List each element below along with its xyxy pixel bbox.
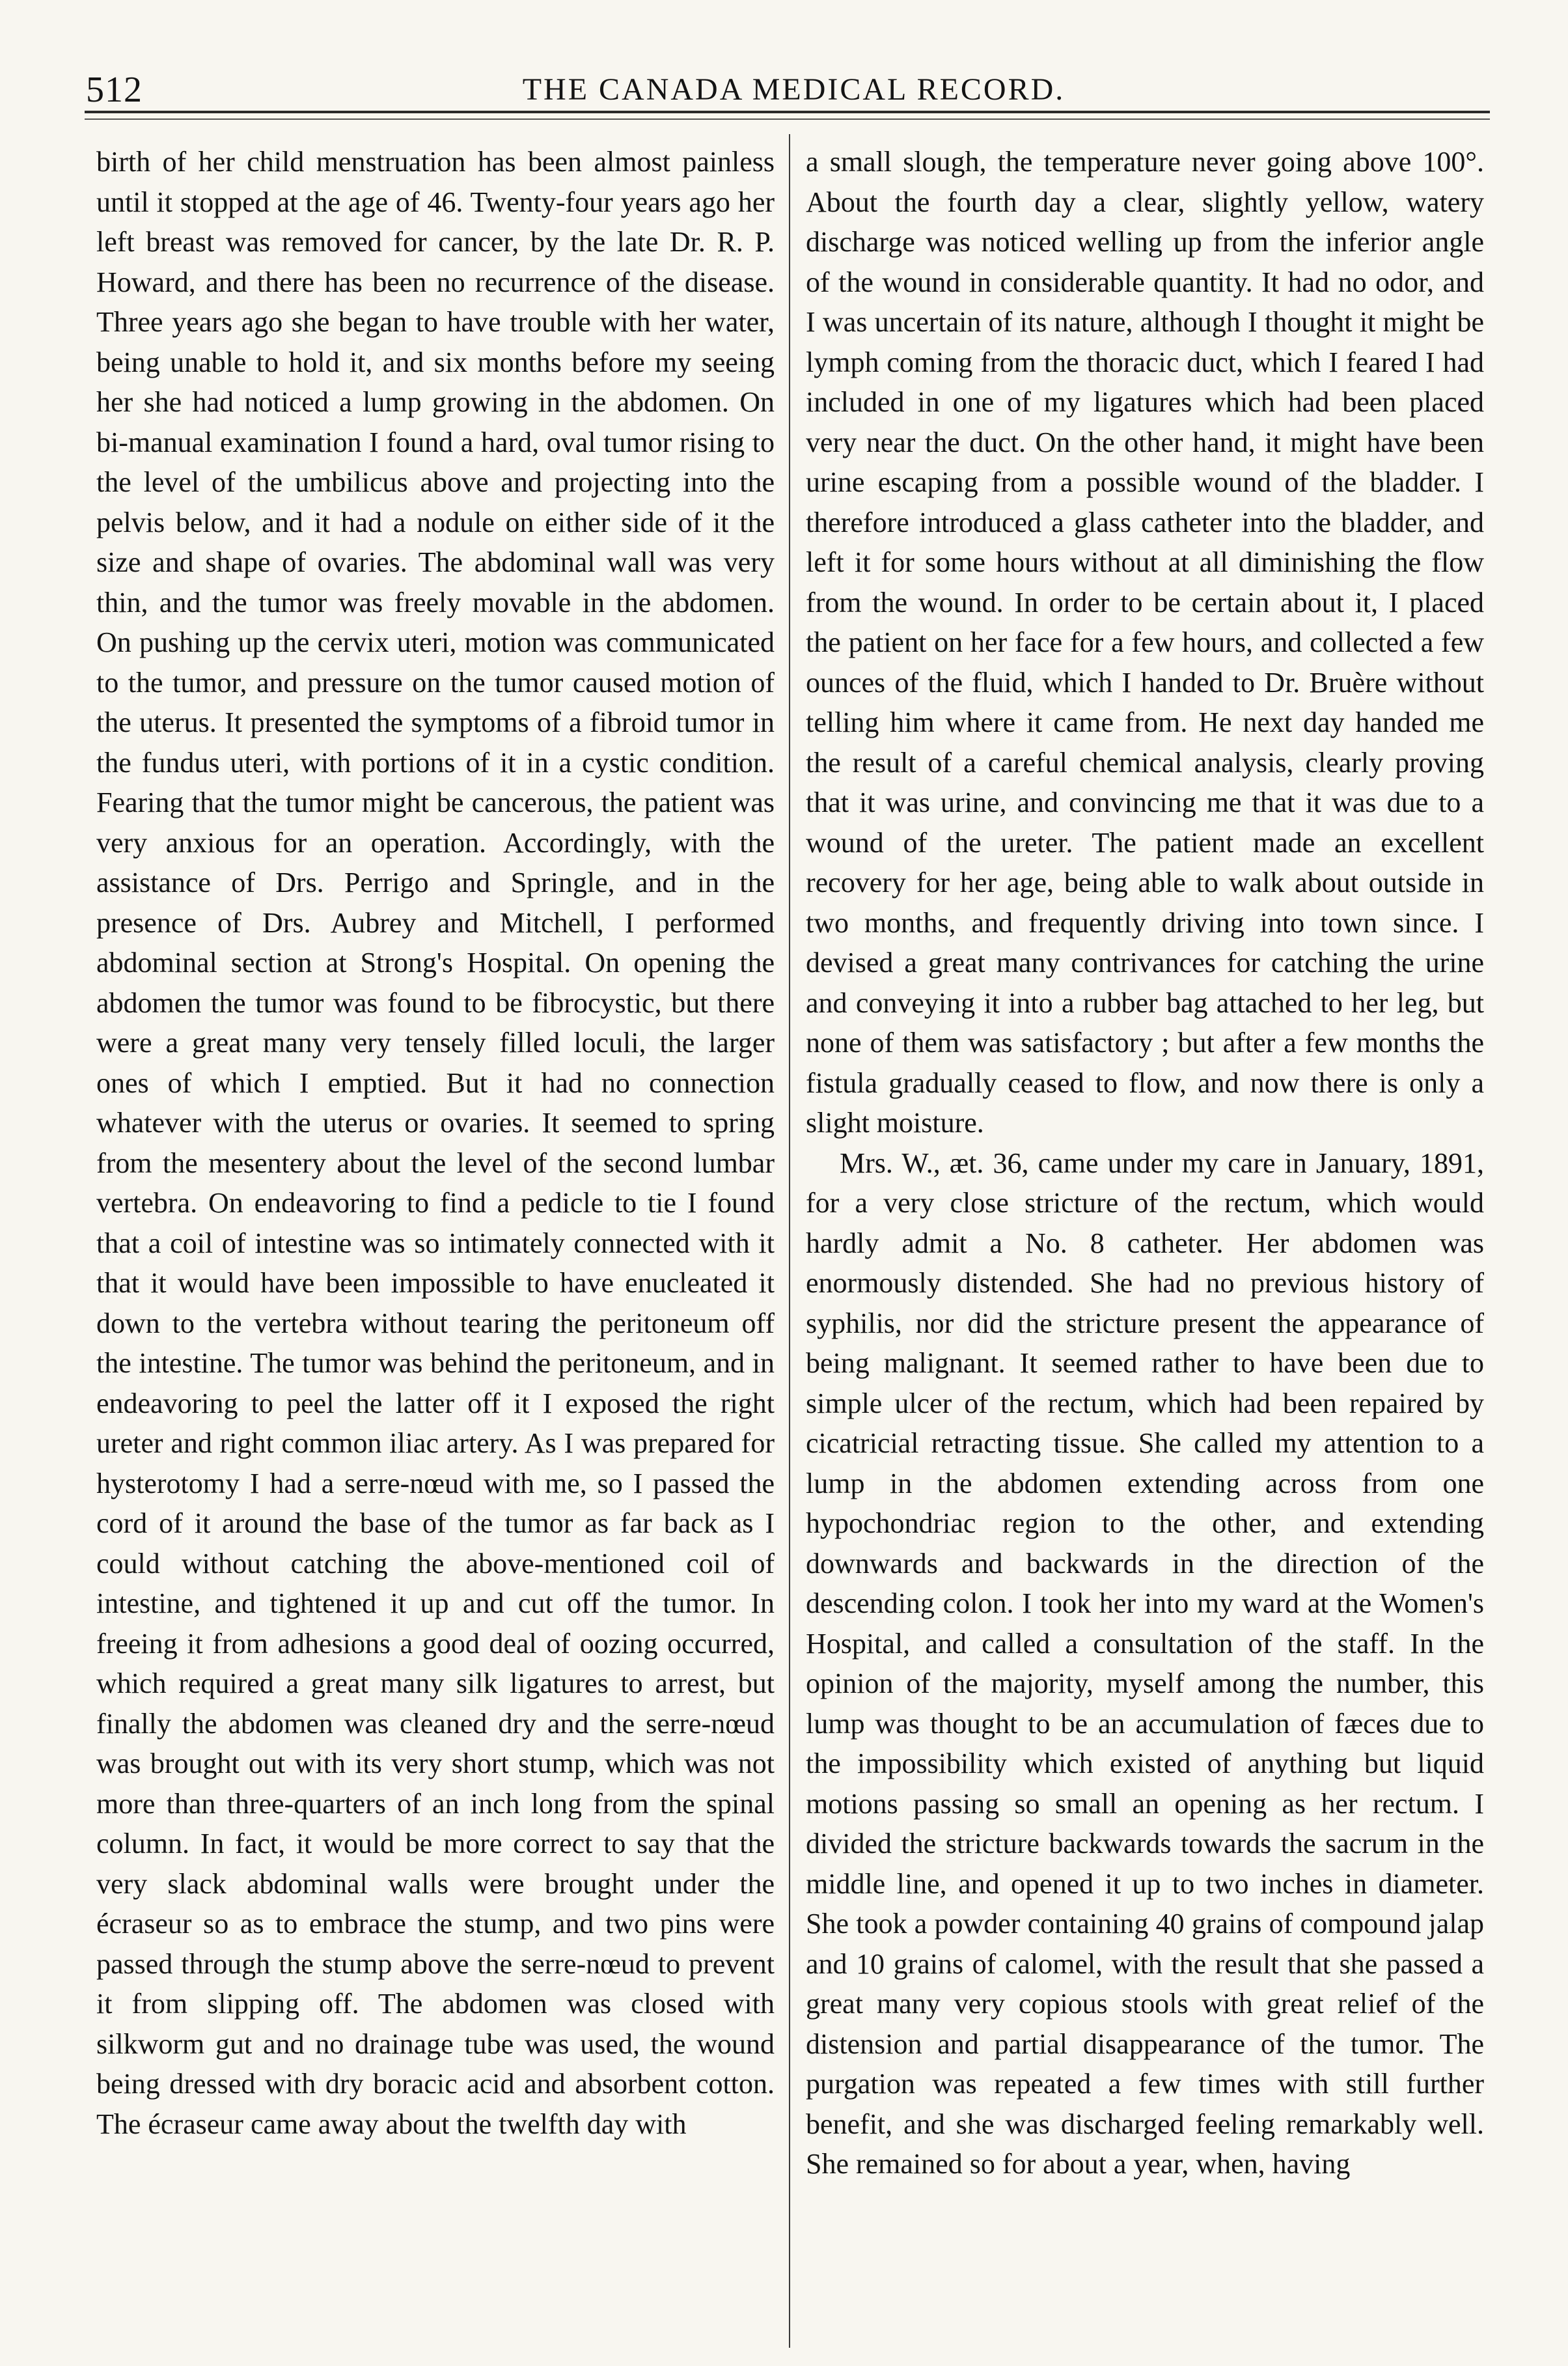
left-column [96, 142, 775, 2336]
right-paragraph-2: Mrs. W., æt. 36, came under my care in January, 1891, for a very close stricture of the rectum, which would hardly admit a No. 8 catheter. Her abdomen was enormously distended. She had no previous history of syphilis, nor did the stricture present the appearance of being malignant. It seemed rather to have been due to simple ulcer of the rectum, which had been repaired by cicatricial retracting tissue. She called my attention to a lump in the abdomen extending across from one hypochondriac region to the other, and extending downwards and backwards in the direction of the descending colon. I took her into my ward at the Women's Hospital, and called a consultation of the staff. In the opinion of the majority, myself among the number, this lump was thought to be an accumulation of fæces due to the impossibility which existed of anything but liquid motions passing so small an opening as her rectum. I divided the stricture backwards towards the sacrum in the middle line, and opened it up to two inches in diameter. She took a powder containing 40 grains of compound jalap and 10 grains of calomel, with the result that she passed a great many very copious stools with great relief of the distension and partial disappearance of the tumor. The purgation was repeated a few times with still further benefit, and she was discharged feeling remarkably well. She remained so for about a year, when, having [806, 1147, 1484, 2180]
right-column [806, 142, 1484, 2336]
right-paragraph-1: a small slough, the temperature never going above 100°. About the fourth day a clear, slightly yellow, watery discharge was noticed welling up from the inferior angle of the wound in considerable quantity. It had no odor, and I was uncertain of its nature, although I thought it might be lymph coming from the thoracic duct, which I feared I had included in one of my ligatures which had been placed very near the duct. On the other hand, it might have been urine escaping from a possible wound of the bladder. I therefore introduced a glass catheter into the bladder, and left it for some hours without at all diminishing the flow from the wound. In order to be certain about it, I placed the patient on her face for a few hours, and collected a few ounces of the fluid, which I handed to Dr. Bruère without telling him where it came from. He next day handed me the result of a careful chemical analysis, clearly proving that it was urine, and convincing me that it was due to a wound of the ureter. The patient made an excellent recovery for her age, being able to walk about outside in two months, and frequently driving into town since. I devised a great many contrivances for catching the urine and conveying it into a rubber bag attached to her leg, but none of them was satisfactory ; but after a few months the fistula gradually ceased to flow, and now there is only a slight moisture. [806, 146, 1484, 1139]
running-head: THE CANADA MEDICAL RECORD. [522, 72, 1066, 107]
page-header [78, 57, 1509, 116]
column-divider [789, 134, 790, 2348]
header-rule-thick [85, 111, 1490, 113]
header-rule-thin [85, 118, 1490, 120]
page-number: 512 [86, 70, 143, 110]
left-paragraph-1: birth of her child menstruation has been almost painless until it stopped at the age of 46. Twenty-four years ago her left breast was removed for cancer, by the late Dr. R. P. Howard, and there has been no recurrence of the disease. Three years ago she began to have trouble with her water, being unable to hold it, and six months before my seeing her she had noticed a lump growing in the abdomen. On bi-manual examination I found a hard, oval tumor rising to the level of the umbilicus above and projecting into the pelvis below, and it had a nodule on either side of it the size and shape of ovaries. The abdominal wall was very thin, and the tumor was freely movable in the abdomen. On pushing up the cervix uteri, motion was communicated to the tumor, and pressure on the tumor caused motion of the uterus. It presented the symptoms of a fibroid tumor in the fundus uteri, with portions of it in a cystic condition. Fearing that the tumor might be cancerous, the patient was very anxious for an operation. Accordingly, with the assistance of Drs. Perrigo and Springle, and in the presence of Drs. Aubrey and Mitchell, I performed abdominal section at Strong's Hospital. On opening the abdomen the tumor was found to be fibrocystic, but there were a great many very tensely filled loculi, the larger ones of which I emptied. But it had no connection whatever with the uterus or ovaries. It seemed to spring from the mesentery about the level of the second lumbar vertebra. On endeavoring to find a pedicle to tie I found that a coil of intestine was so intimately connected with it that it would have been impossible to have enucleated it down to the vertebra without tearing the peritoneum off the intestine. The tumor was behind the peritoneum, and in endeavoring to peel the latter off it I exposed the right ureter and right common iliac artery. As I was prepared for hysterotomy I had a serre-nœud with me, so I passed the cord of it around the base of the tumor as far back as I could without catching the above-mentioned coil of intestine, and tightened it up and cut off the tumor. In freeing it from adhesions a good deal of oozing occurred, which required a great many silk ligatures to arrest, but finally the abdomen was cleaned dry and the serre-nœud was brought out with its very short stump, which was not more than three-quarters of an inch long from the spinal column. In fact, it would be more correct to say that the very slack abdominal walls were brought under the écraseur so as to embrace the stump, and two pins were passed through the stump above the serre-nœud to prevent it from slipping off. The abdomen was closed with silkworm gut and no drainage tube was used, the wound being dressed with dry boracic acid and absorbent cotton. The écraseur came away about the twelfth day with [96, 146, 775, 2140]
